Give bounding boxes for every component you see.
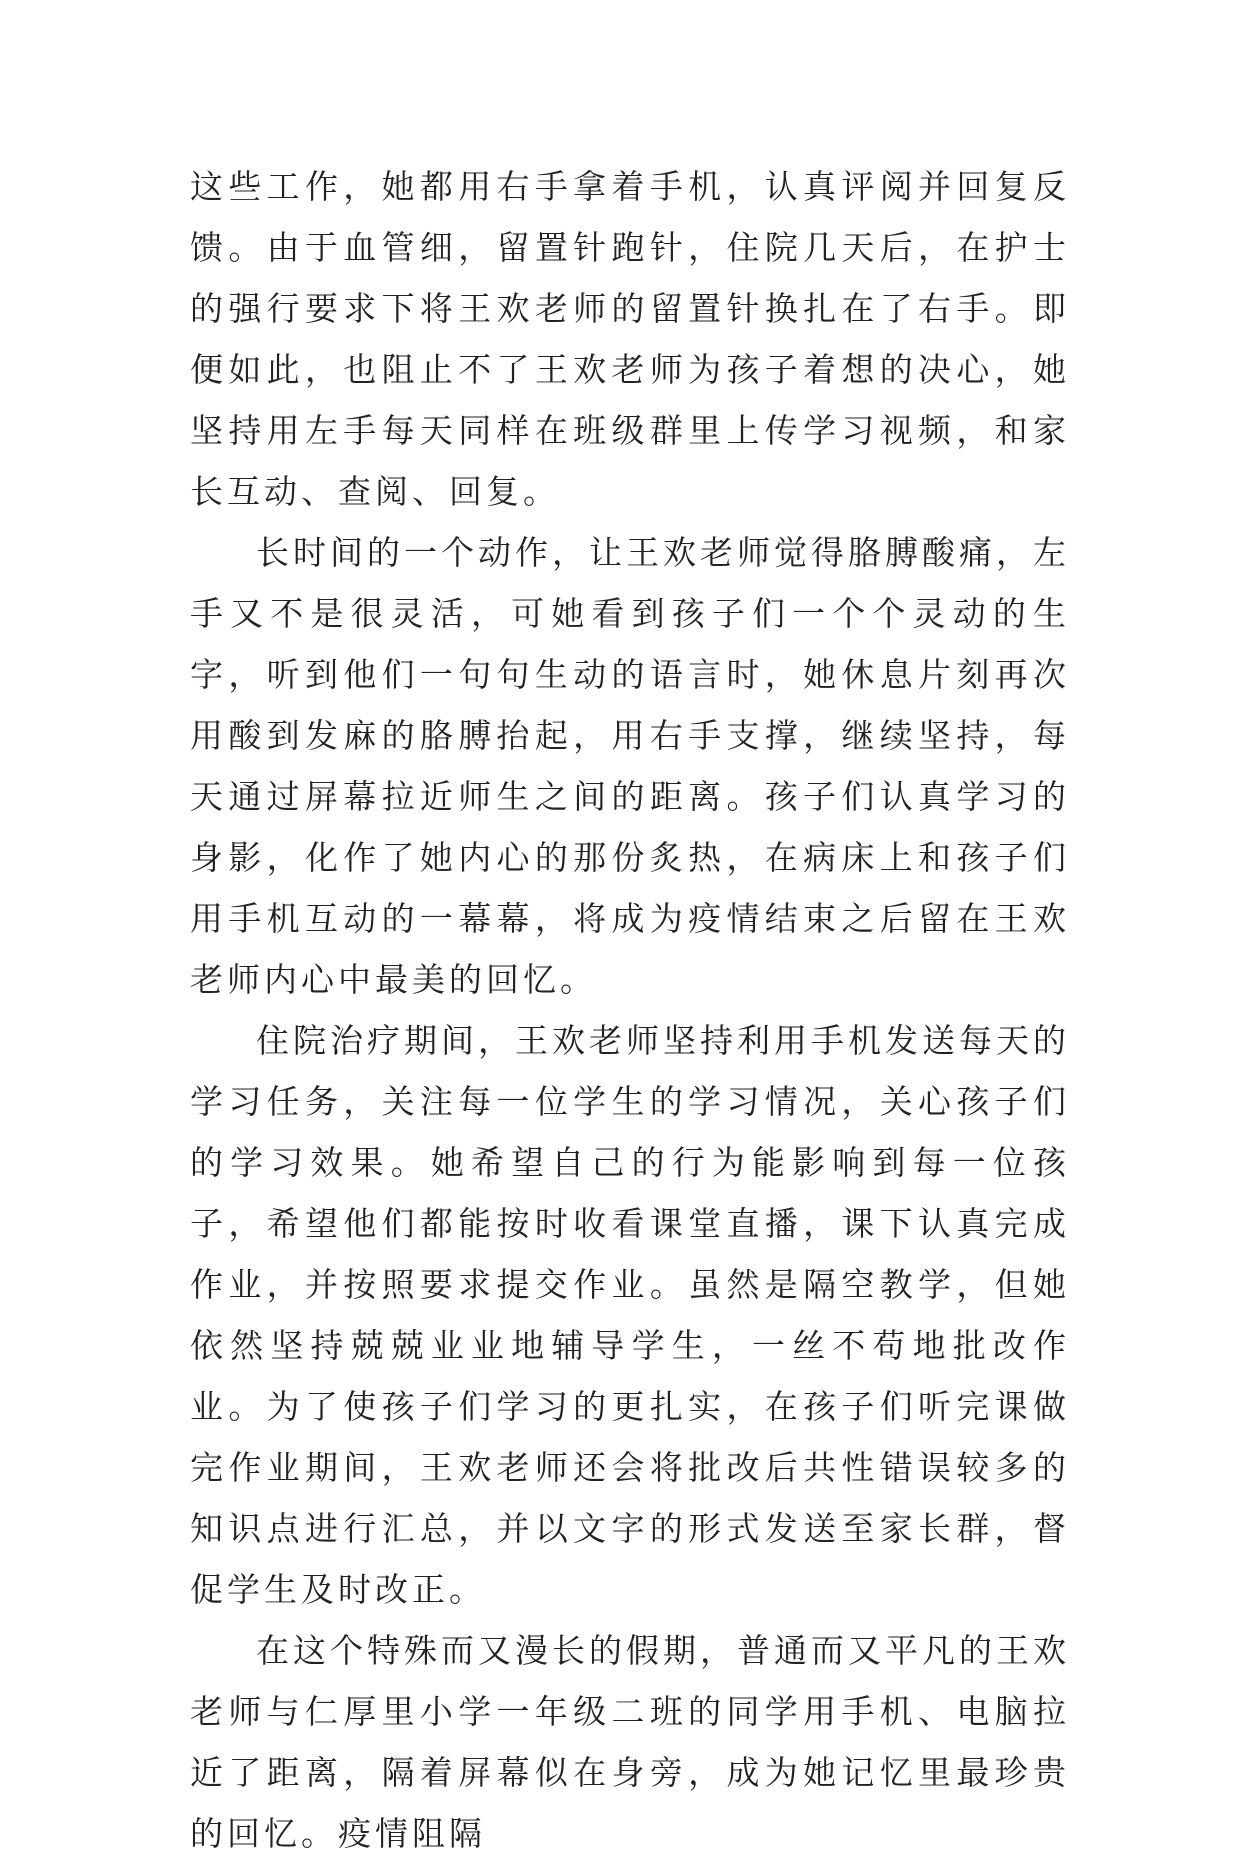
paragraph-2: 长时间的一个动作，让王欢老师觉得胳膊酸痛，左手又不是很灵活，可她看到孩子们一个个灵动的生字，听到他们一句句生动的语言时，她休息片刻再次用酸到发麻的胳膊抬起，用右手支撑，继续坚持，每天通过屏幕拉近师生之间的距离。孩子们认真学习的身影，化作了她内心的那份炙热，在病床上和孩子们用手机互动的一幕幕，将成为疫情结束之后留在王欢老师内心中最美的回忆。	[190, 533, 1070, 999]
document-body	[190, 156, 1070, 1864]
paragraph-1: 这些工作，她都用右手拿着手机，认真评阅并回复反馈。由于血管细，留置针跑针，住院几天后，在护士的强行要求下将王欢老师的留置针换扎在了右手。即便如此，也阻止不了王欢老师为孩子着想的决心，她坚持用左手每天同样在班级群里上传学习视频，和家长互动、查阅、回复。	[190, 167, 1070, 511]
paragraph-3: 住院治疗期间，王欢老师坚持利用手机发送每天的学习任务，关注每一位学生的学习情况，关心孩子们的学习效果。她希望自己的行为能影响到每一位孩子，希望他们都能按时收看课堂直播，课下认真完成作业，并按照要求提交作业。虽然是隔空教学，但她依然坚持兢兢业业地辅导学生，一丝不苟地批改作业。为了使孩子们学习的更扎实，在孩子们听完课做完作业期间，王欢老师还会将批改后共性错误较多的知识点进行汇总，并以文字的形式发送至家长群，督促学生及时改正。	[190, 1021, 1070, 1609]
paragraph-4: 在这个特殊而又漫长的假期，普通而又平凡的王欢老师与仁厚里小学一年级二班的同学用手机、电脑拉近了距离，隔着屏幕似在身旁，成为她记忆里最珍贵的回忆。疫情阻隔	[190, 1631, 1070, 1853]
